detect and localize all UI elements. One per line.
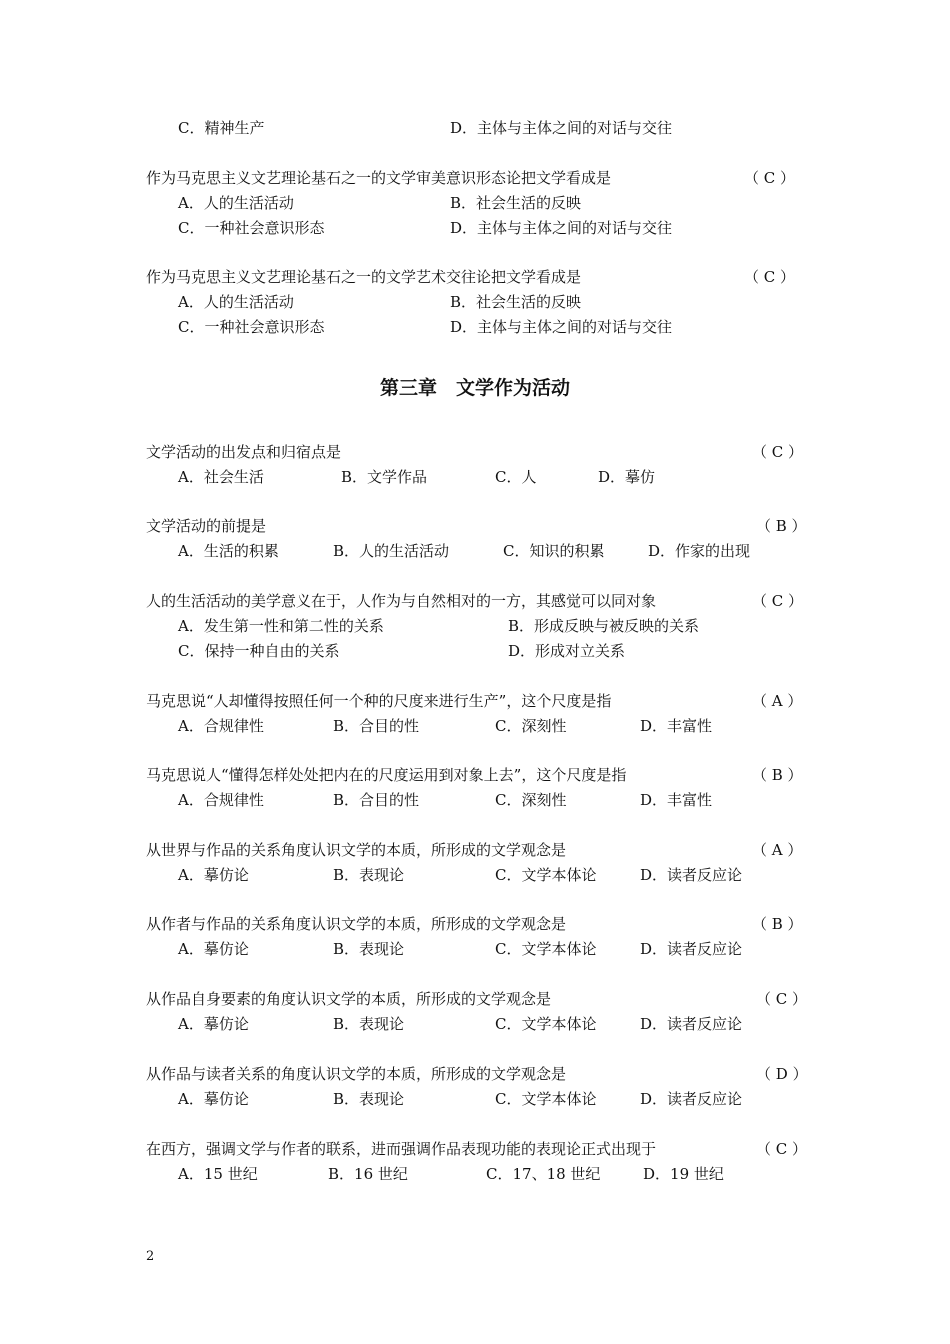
chapter-title: 第三章 文学作为活动 (379, 377, 570, 399)
option: A．社会生活 (178, 468, 264, 486)
option: B．表现论 (333, 1090, 405, 1108)
option: D．读者反应论 (640, 940, 743, 958)
answer-badge: （ C ） (756, 990, 808, 1008)
option: C．一种社会意识形态 (178, 318, 325, 336)
option: D．丰富性 (640, 791, 713, 809)
option: B．形成反映与被反映的关系 (508, 617, 700, 635)
option: B．合目的性 (333, 717, 420, 735)
option: D．形成对立关系 (508, 642, 626, 660)
option: B．16 世纪 (328, 1165, 408, 1183)
option: A．15 世纪 (178, 1165, 258, 1183)
option: C．一种社会意识形态 (178, 219, 325, 237)
option: A．生活的积累 (178, 542, 279, 560)
option: D．作家的出现 (648, 542, 751, 560)
question-stem: 从作品自身要素的角度认识文学的本质，所形成的文学观念是 (146, 990, 552, 1008)
answer-badge: （ C ） (756, 1140, 808, 1158)
option: B．社会生活的反映 (450, 194, 582, 212)
question-stem: 从作品与读者关系的角度认识文学的本质，所形成的文学观念是 (146, 1065, 567, 1083)
option: A．摹仿论 (178, 940, 249, 958)
option: B．表现论 (333, 940, 405, 958)
question-stem: 作为马克思主义文艺理论基石之一的文学审美意识形态论把文学看成是 (146, 169, 612, 187)
question-stem: 马克思说“人却懂得按照任何一个种的尺度来进行生产”，这个尺度是指 (146, 692, 612, 710)
option: C．文学本体论 (495, 1090, 597, 1108)
option: A．摹仿论 (178, 1090, 249, 1108)
question-stem: 文学活动的前提是 (146, 517, 267, 535)
option: C．深刻性 (495, 791, 567, 809)
option: B．社会生活的反映 (450, 293, 582, 311)
answer-badge: （ C ） (752, 592, 804, 610)
question-stem: 从世界与作品的关系角度认识文学的本质，所形成的文学观念是 (146, 841, 567, 859)
option: A．摹仿论 (178, 866, 249, 884)
option: C．知识的积累 (503, 542, 605, 560)
answer-badge: （ C ） (752, 443, 804, 461)
option: A．合规律性 (178, 791, 264, 809)
option: D．19 世纪 (643, 1165, 724, 1183)
option: C．保持一种自由的关系 (178, 642, 340, 660)
option: B．表现论 (333, 1015, 405, 1033)
answer-badge: （ B ） (752, 915, 803, 933)
question-stem: 马克思说人“懂得怎样处处把内在的尺度运用到对象上去”，这个尺度是指 (146, 766, 627, 784)
option: D．丰富性 (640, 717, 713, 735)
answer-badge: （ C ） (744, 268, 796, 286)
option: D．主体与主体之间的对话与交往 (450, 219, 673, 237)
answer-badge: （ D ） (756, 1065, 808, 1083)
answer-badge: （ A ） (752, 841, 803, 859)
option: C．精神生产 (178, 119, 265, 137)
option: D．读者反应论 (640, 866, 743, 884)
option: D．读者反应论 (640, 1090, 743, 1108)
option: D．摹仿 (598, 468, 656, 486)
answer-badge: （ C ） (744, 169, 796, 187)
option: C．文学本体论 (495, 940, 597, 958)
answer-badge: （ B ） (756, 517, 807, 535)
option: D．读者反应论 (640, 1015, 743, 1033)
option: C．文学本体论 (495, 1015, 597, 1033)
option: D．主体与主体之间的对话与交往 (450, 318, 673, 336)
option: A．摹仿论 (178, 1015, 249, 1033)
option: C．人 (495, 468, 537, 486)
answer-badge: （ B ） (752, 766, 803, 784)
option: D．主体与主体之间的对话与交往 (450, 119, 673, 137)
option: C．文学本体论 (495, 866, 597, 884)
question-stem: 从作者与作品的关系角度认识文学的本质，所形成的文学观念是 (146, 915, 567, 933)
option: A．发生第一性和第二性的关系 (178, 617, 384, 635)
page-number: 2 (146, 1249, 155, 1264)
option: B．人的生活活动 (333, 542, 450, 560)
option: B．文学作品 (341, 468, 428, 486)
question-stem: 人的生活活动的美学意义在于，人作为与自然相对的一方，其感觉可以同对象 (146, 592, 657, 610)
question-stem: 在西方，强调文学与作者的联系，进而强调作品表现功能的表现论正式出现于 (146, 1140, 657, 1158)
answer-badge: （ A ） (752, 692, 803, 710)
option: B．合目的性 (333, 791, 420, 809)
option: C．深刻性 (495, 717, 567, 735)
question-stem: 作为马克思主义文艺理论基石之一的文学艺术交往论把文学看成是 (146, 268, 582, 286)
option: C．17、18 世纪 (486, 1165, 601, 1183)
question-stem: 文学活动的出发点和归宿点是 (146, 443, 342, 461)
option: A．合规律性 (178, 717, 264, 735)
option: A．人的生活活动 (178, 293, 294, 311)
option: B．表现论 (333, 866, 405, 884)
option: A．人的生活活动 (178, 194, 294, 212)
